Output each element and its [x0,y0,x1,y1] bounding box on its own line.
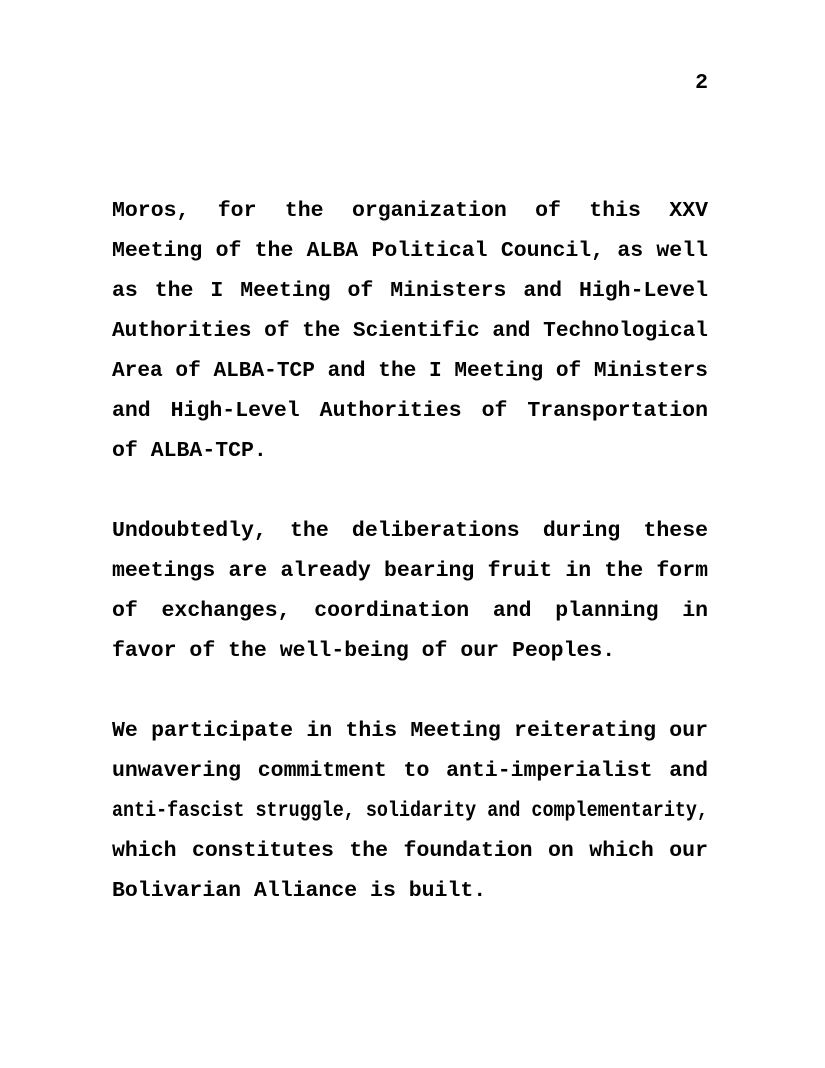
text-line: Bolivarian Alliance is built. [112,879,487,903]
text-line: of exchanges, coordination and planning in [112,599,708,623]
paragraph [112,191,708,471]
text-line: Moros, for the organization of this XXV [112,199,708,223]
text-line: as the I Meeting of Ministers and High-Level [112,279,708,303]
document-body [112,191,708,911]
text-line: meetings are already bearing fruit in the form [112,559,708,583]
text-line: Authorities of the Scientific and Technological [112,319,708,343]
paragraph [112,511,708,671]
paragraph [112,711,708,911]
text-line: and High-Level Authorities of Transportation [112,399,708,423]
text-line: Meeting of the ALBA Political Council, as well [112,239,708,263]
text-line: anti-fascist struggle, solidarity and complementarity, [112,799,708,823]
text-line: Area of ALBA-TCP and the I Meeting of Ministers [112,359,708,383]
text-line: unwavering commitment to anti-imperialist and [112,759,708,783]
text-line: We participate in this Meeting reiterating our [112,719,708,743]
text-line: favor of the well-being of our Peoples. [112,639,616,663]
page-number: 2 [695,71,708,95]
text-line: of ALBA-TCP. [112,439,267,463]
text-line: Undoubtedly, the deliberations during these [112,519,708,543]
text-line: which constitutes the foundation on which our [112,839,708,863]
